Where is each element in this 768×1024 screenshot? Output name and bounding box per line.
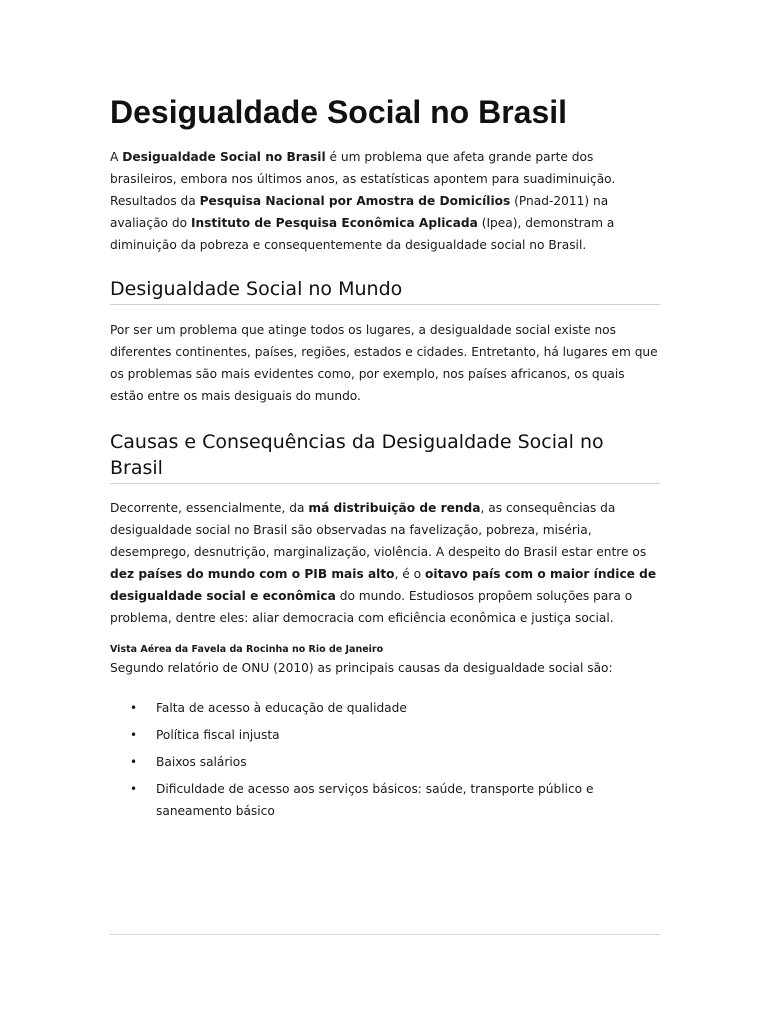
bullet-icon: • (130, 755, 138, 769)
causes-list (110, 697, 660, 822)
causas-paragraph (110, 497, 660, 629)
list-item (110, 778, 660, 822)
list-item-text: Falta de acesso à educação de qualidade (156, 701, 407, 715)
document-content (110, 92, 660, 827)
intro-text-3: (Pnad-2011) na avaliação do (110, 194, 609, 230)
intro-text-2: é um problema que afeta grande parte dos brasileiros, embora nos últimos anos, as estatísticas apontem para suadiminuição. Resultados da (110, 150, 616, 208)
intro-text-1: A (110, 150, 123, 164)
causas-text-2: , as consequências da desigualdade social no Brasil são observadas na favelização, pobreza, miséria, desemprego, desnutrição, marginalização, violência. A despeito do Brasil estar entre os (110, 501, 647, 559)
bullet-icon: • (130, 701, 138, 715)
list-item-text: Baixos salários (156, 755, 247, 769)
mundo-paragraph: Por ser um problema que atinge todos os lugares, a desigualdade social existe nos diferentes continentes, países, regiões, estados e cidades. Entretanto, há lugares em que os problemas são mais evidentes como, por exemplo, nos países africanos, os quais estão entre os mais desiguais do mundo. (110, 323, 658, 403)
section-heading-mundo: Desigualdade Social no Mundo (110, 276, 660, 305)
list-item (110, 697, 660, 719)
causas-text-4: do mundo. Estudiosos propõem soluções para o problema, dentre eles: aliar democracia com eficiência econômica e justiça social. (110, 589, 633, 625)
causas-bold-2: dez países do mundo com o PIB mais alto (110, 567, 395, 581)
section-heading-causas: Causas e Consequências da Desigualdade Social no Brasil (110, 429, 660, 484)
causas-bold-1: má distribuição de renda (308, 501, 481, 515)
intro-bold-1: Desigualdade Social no Brasil (122, 150, 326, 164)
intro-bold-3: Instituto de Pesquisa Econômica Aplicada (190, 216, 478, 230)
bullet-icon: • (130, 728, 138, 742)
intro-text-4: (Ipea), demonstram a diminuição da pobreza e consequentemente da desigualdade social no Brasil. (110, 216, 615, 252)
footer-divider (110, 934, 660, 935)
onu-paragraph: Segundo relatório de ONU (2010) as principais causas da desigualdade social são: (110, 661, 613, 675)
list-item-text: Dificuldade de acesso aos serviços básicos: saúde, transporte público e saneamento básico (156, 782, 594, 818)
intro-paragraph (110, 146, 660, 256)
bullet-icon: • (130, 782, 138, 796)
causas-bold-3: oitavo país com o maior índice de desigualdade social e econômica (110, 567, 657, 603)
causas-text-1: Decorrente, essencialmente, da (110, 501, 309, 515)
intro-bold-2: Pesquisa Nacional por Amostra de Domicílios (199, 194, 511, 208)
causas-text-3: , é o (394, 567, 426, 581)
page-title: Desigualdade Social no Brasil (110, 94, 568, 130)
list-item (110, 724, 660, 746)
list-item (110, 751, 660, 773)
image-caption: Vista Aérea da Favela da Rocinha no Rio de Janeiro (110, 644, 384, 655)
list-item-text: Política fiscal injusta (156, 728, 280, 742)
